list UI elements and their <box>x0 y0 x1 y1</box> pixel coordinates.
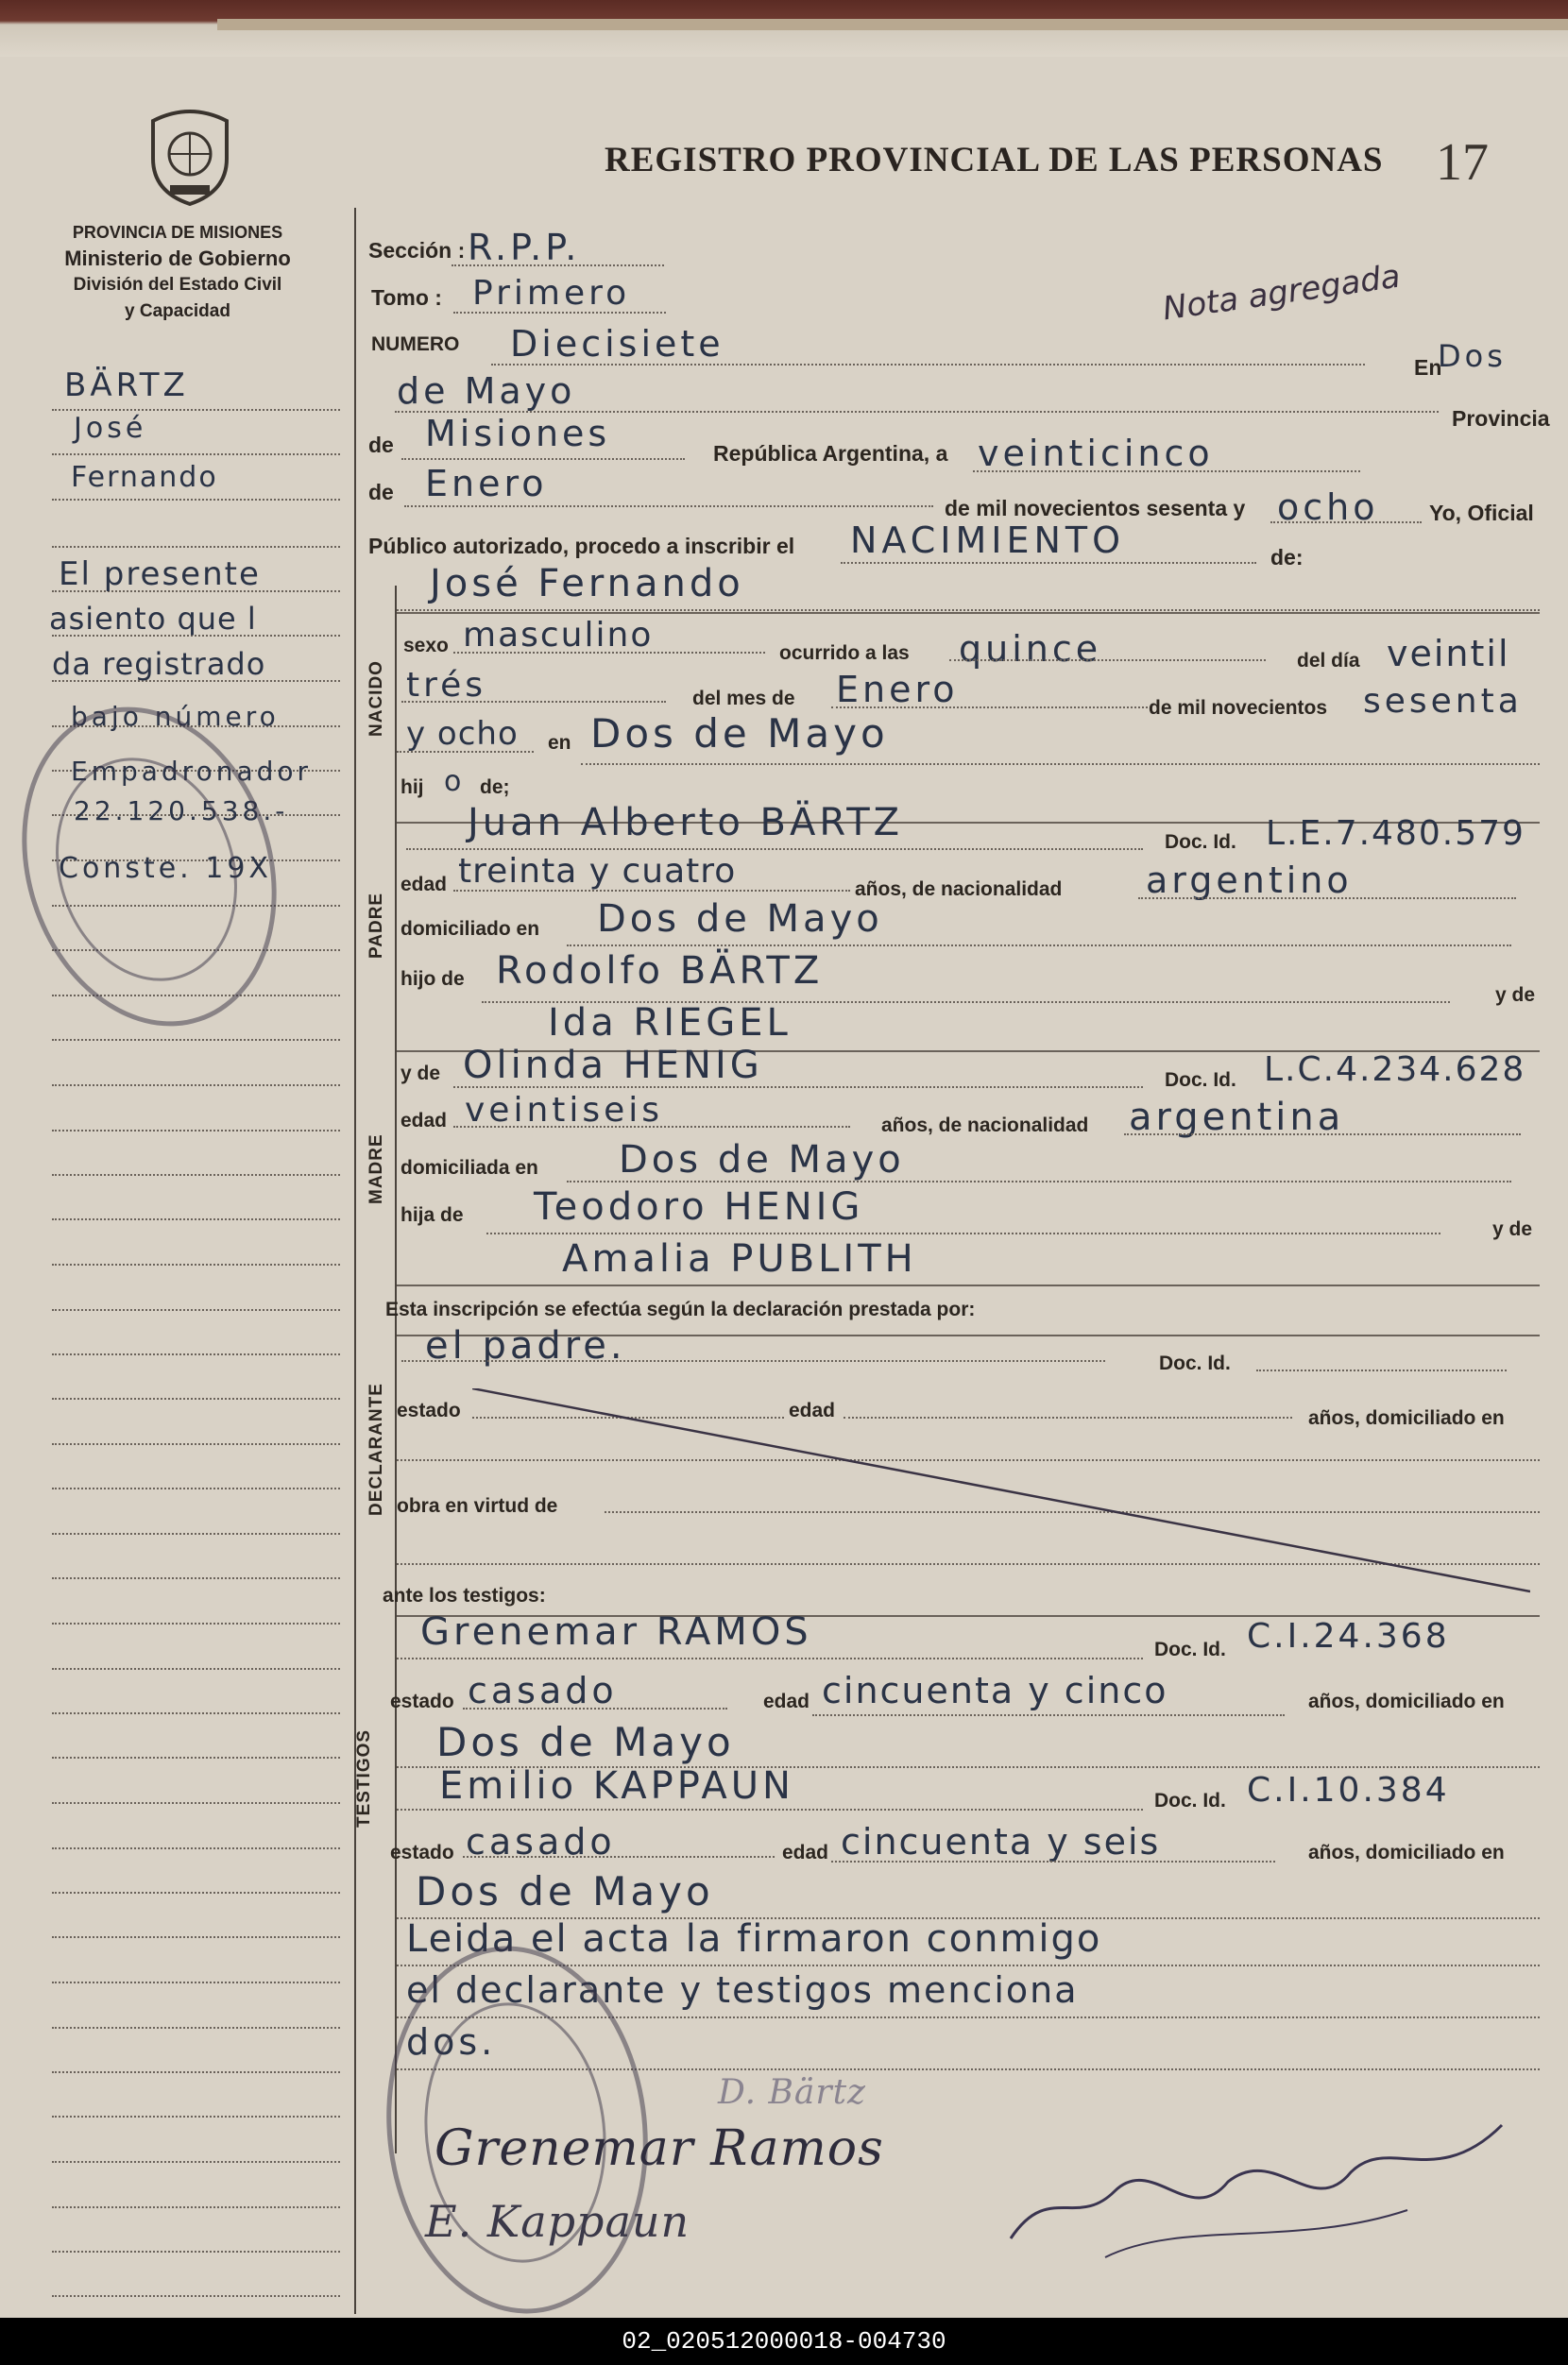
provincia-label: Provincia <box>1452 406 1550 431</box>
padre-doc-label: Doc. Id. <box>1165 831 1236 853</box>
section-testigos-label: TESTIGOS <box>354 1728 374 1828</box>
madre-dom-label: domiciliada en <box>401 1157 538 1179</box>
closing-line-1: Leida el acta la firmaron conmigo <box>406 1917 1102 1961</box>
republica-label: República Argentina, a <box>713 441 948 466</box>
testigo1-name: Grenemar RAMOS <box>420 1610 812 1654</box>
coat-of-arms-icon <box>144 102 236 206</box>
madre-name: Olinda HENIG <box>463 1044 763 1087</box>
testigo1-dom-value: Dos de Mayo <box>436 1719 735 1765</box>
anio-value-cont: y ocho <box>406 715 519 753</box>
seccion-label: Sección : <box>368 238 466 263</box>
year-value: ocho <box>1277 486 1379 528</box>
lugar-value: Dos de Mayo <box>590 710 889 757</box>
declarante-obra-label: obra en virtud de <box>397 1495 558 1517</box>
testigo2-edad-label: edad <box>782 1842 829 1863</box>
anio-label: de mil novecientos <box>1149 697 1328 719</box>
padre-edad-label: edad <box>401 874 448 895</box>
testigo1-estado-label: estado <box>390 1691 454 1712</box>
lugar-en-label: en <box>548 732 571 754</box>
publico-label: Público autorizado, procedo a inscribir el <box>368 534 795 558</box>
de-label-2: de <box>368 480 394 504</box>
margin-name-2: Fernando <box>71 461 218 494</box>
testigo1-estado-value: casado <box>468 1670 618 1711</box>
section-madre-label: MADRE <box>366 1133 386 1204</box>
testigos-intro: ante los testigos: <box>383 1585 546 1607</box>
testigo1-anos-label: años, domiciliado en <box>1308 1691 1505 1712</box>
signature-declarante: D. Bärtz <box>718 2073 867 2112</box>
padre-father-of: Rodolfo BÄRTZ <box>496 949 824 993</box>
testigo2-doc-label: Doc. Id. <box>1154 1790 1226 1812</box>
hij-value: o <box>444 765 466 798</box>
de-colon-label: de: <box>1270 545 1304 570</box>
padre-dom-value: Dos de Mayo <box>597 897 883 941</box>
testigo2-doc-value: C.I.10.384 <box>1247 1771 1450 1810</box>
issuer-capacity: y Capacidad <box>125 301 230 321</box>
hij-suffix: de; <box>480 776 510 798</box>
section-declarante-label: DECLARANTE <box>366 1383 386 1516</box>
issuer-block <box>45 219 310 325</box>
madre-mother-of: Amalia PUBLITH <box>562 1237 917 1281</box>
hij-label: hij <box>401 776 424 798</box>
padre-name: Juan Alberto BÄRTZ <box>468 801 904 844</box>
madre-edad-value: veintiseis <box>465 1091 664 1130</box>
testigo2-edad-value: cincuenta y seis <box>841 1821 1161 1863</box>
declarante-intro: Esta inscripción se efectúa según la declaración prestada por: <box>385 1299 976 1320</box>
testigo1-edad-label: edad <box>763 1691 810 1712</box>
declarante-value: el padre. <box>425 1324 626 1368</box>
document-page: PROVINCIA DE MISIONES Ministerio de Gobierno División del Estado Civil y Capacidad REGISTRO PROVINCIAL DE LAS PERSONAS 17 Nota agregada BÄRTZ José Fernando El presente asiento que l da registrado bajo número Empadronador 22.120.538.- Conste. 19X Sección : R.P.P. Tomo : Primero NUMERO Diecisiete En Dos de Mayo Provincia de Misiones República Argentina, a veinticinco de Enero de mil novecientos sesenta y ocho Yo, Oficial Público autorizado, procedo a inscribir el NACIMIENTO de: José Fernando NACIDO sexo masculino ocurrido a las quince del día veintil trés del mes de Enero de mil novecientos sesenta y ocho en Dos de Mayo hij o de; PADRE Juan Alberto BÄRTZ Doc. Id. L.E.7.480.579 edad treinta y cuatro años, de nacionalidad argentino domiciliado en Dos de Mayo hijo de Rodolfo BÄRTZ y de Ida RIEGEL MADRE y de Olinda HENIG Doc. Id. L.C.4.234.628 edad veintiseis años, de nacionalidad argentina domiciliada en Dos de Mayo hija de Teodoro HENIG y de Amalia PUBLITH Esta inscripción se efectúa según la declaración prestada por: DECLARANTE el padre. Doc. Id. estado edad años, domiciliado en obra en virtud de ante los testigos: TESTIGOS Grenemar RAMOS Doc. Id. C.I.24.368 estado casado edad cincuenta y cinco años, domiciliado en Dos de Mayo Emilio KAPPAUN Doc. Id. C.I.10.384 estado casado edad cincuenta y seis años, domiciliado en Dos de Mayo Leida el acta la firmaron conmigo el declarante y testigos menciona dos. D. Bärtz Grenemar Ramos E. Kappaun <box>0 0 1568 2318</box>
issuer-province: PROVINCIA DE MISIONES <box>72 223 283 242</box>
dia-value: veintil <box>1387 633 1510 674</box>
declarante-doc-label: Doc. Id. <box>1159 1353 1231 1374</box>
testigo1-doc-label: Doc. Id. <box>1154 1639 1226 1660</box>
madre-yde2-label: y de <box>1492 1218 1533 1240</box>
page-number: 17 <box>1436 133 1489 192</box>
numero-value: Diecisiete <box>510 323 724 365</box>
margin-name-1: José <box>74 412 147 445</box>
padre-hijo-label: hijo de <box>401 968 465 990</box>
padre-mother-of: Ida RIEGEL <box>548 1001 792 1045</box>
declarante-strike-line <box>472 1388 1530 1596</box>
padre-doc-value: L.E.7.480.579 <box>1266 814 1525 853</box>
image-filename-caption: 02_020512000018-004730 <box>0 2318 1568 2365</box>
madre-father-of: Teodoro HENIG <box>534 1185 864 1229</box>
issuer-division: División del Estado Civil <box>73 275 282 295</box>
madre-hija-label: hija de <box>401 1204 464 1226</box>
hora-label: ocurrido a las <box>779 642 910 664</box>
testigo2-name: Emilio KAPPAUN <box>439 1764 794 1808</box>
sexo-label: sexo <box>403 635 449 656</box>
section-nacido-label: NACIDO <box>366 660 386 737</box>
padre-nac-value: argentino <box>1146 859 1353 901</box>
book-cover-edge <box>0 0 1568 57</box>
tomo-value: Primero <box>472 274 631 313</box>
padre-dom-label: domiciliado en <box>401 918 540 940</box>
seccion-value: R.P.P. <box>468 227 581 268</box>
issuer-ministry: Ministerio de Gobierno <box>64 247 291 270</box>
testigo1-edad-value: cincuenta y cinco <box>822 1670 1168 1711</box>
declarante-edad-label: edad <box>789 1400 836 1421</box>
margin-surname: BÄRTZ <box>64 366 189 404</box>
madre-dom-value: Dos de Mayo <box>619 1138 905 1182</box>
mes-value: Enero <box>836 669 959 710</box>
closing-line-2: el declarante y testigos menciona <box>406 1969 1079 2011</box>
declarante-anos-label: años, domiciliado en <box>1308 1407 1505 1429</box>
closing-line-3: dos. <box>406 2021 497 2063</box>
dia-label: del día <box>1297 650 1360 672</box>
padre-nac-label: años, de nacionalidad <box>855 878 1063 900</box>
en-label: En <box>1414 355 1442 380</box>
day-value: veinticinco <box>978 433 1214 474</box>
place-continued: de Mayo <box>397 370 576 412</box>
madre-doc-value: L.C.4.234.628 <box>1264 1050 1526 1089</box>
signature-testigo-2: E. Kappaun <box>425 2196 690 2247</box>
madre-yde-label: y de <box>401 1063 441 1084</box>
padre-edad-value: treinta y cuatro <box>458 852 737 891</box>
header-annotation: Nota agregada <box>1160 257 1403 329</box>
anio-value: sesenta <box>1363 682 1523 721</box>
en-value: Dos <box>1438 338 1507 374</box>
de-label-1: de <box>368 433 394 457</box>
numero-label: NUMERO <box>371 333 460 355</box>
child-name-value: José Fernando <box>430 562 744 605</box>
oficial-label: Yo, Oficial <box>1429 501 1534 525</box>
dia-value-cont: trés <box>406 666 487 705</box>
testigo2-estado-label: estado <box>390 1842 454 1863</box>
signature-testigo-1: Grenemar Ramos <box>435 2120 884 2177</box>
madre-nac-label: años, de nacionalidad <box>881 1114 1089 1136</box>
testigo1-doc-value: C.I.24.368 <box>1247 1617 1450 1656</box>
month-value: Enero <box>425 463 548 504</box>
hora-value: quince <box>959 628 1102 670</box>
padre-yde-label: y de <box>1495 984 1536 1006</box>
section-padre-label: PADRE <box>366 892 386 959</box>
testigo2-dom-value: Dos de Mayo <box>416 1868 714 1914</box>
document-title: REGISTRO PROVINCIAL DE LAS PERSONAS <box>605 141 1384 179</box>
testigo2-estado-value: casado <box>466 1821 616 1863</box>
testigo2-anos-label: años, domiciliado en <box>1308 1842 1505 1863</box>
signature-oficial <box>992 2106 1521 2276</box>
madre-doc-label: Doc. Id. <box>1165 1069 1236 1091</box>
act-type-value: NACIMIENTO <box>850 519 1126 561</box>
sexo-value: masculino <box>463 616 654 655</box>
mes-label: del mes de <box>692 688 795 709</box>
declarante-estado-label: estado <box>397 1400 461 1421</box>
tomo-label: Tomo : <box>371 285 442 310</box>
madre-nac-value: argentina <box>1129 1096 1345 1139</box>
provincia-value: Misiones <box>425 413 611 454</box>
margin-divider <box>354 208 356 2314</box>
year-prefix: de mil novecientos sesenta y <box>945 496 1246 520</box>
madre-edad-label: edad <box>401 1110 448 1131</box>
